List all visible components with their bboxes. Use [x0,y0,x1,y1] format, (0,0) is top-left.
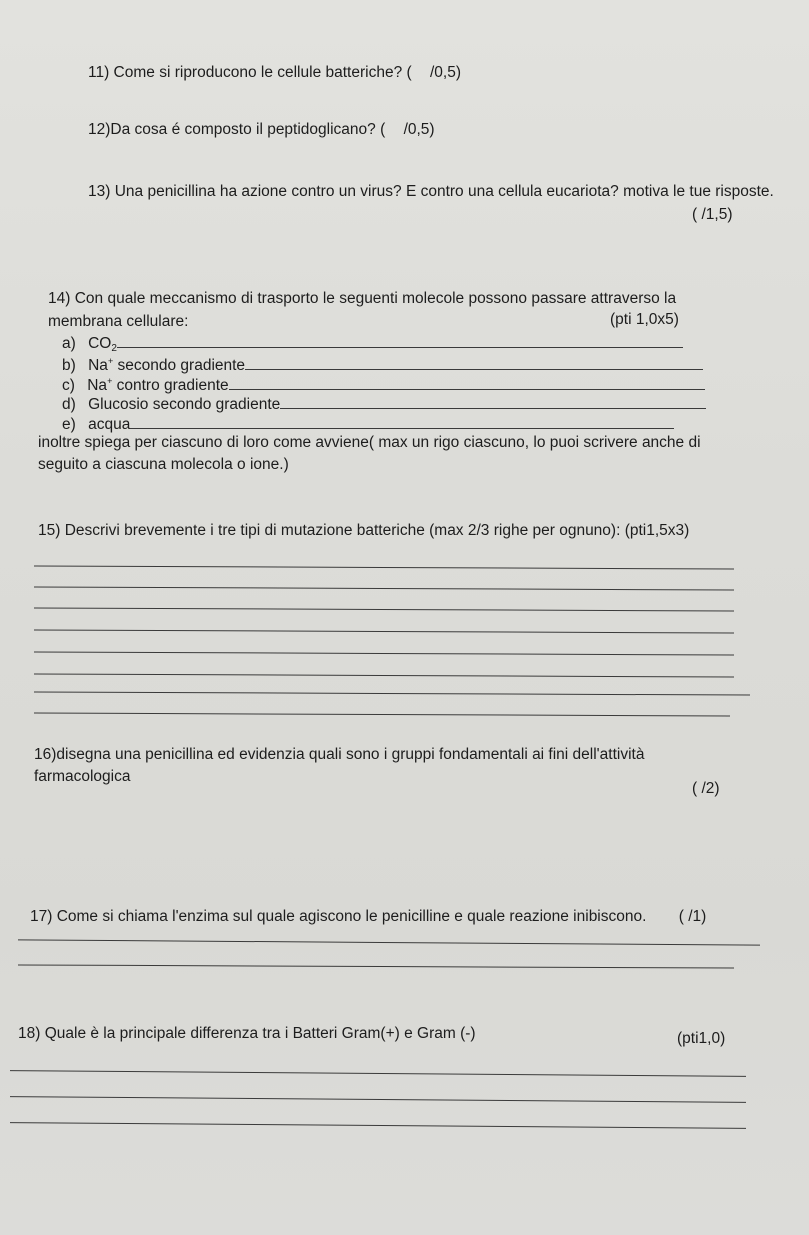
question-11-text: 11) Come si riproducono le cellule batteriche? ( [88,64,412,81]
answer-blank-b[interactable] [245,357,703,370]
question-16-line2: farmacologica [34,768,131,785]
answer-blank-a[interactable] [117,335,683,348]
answer-line[interactable] [34,629,734,633]
answer-line[interactable] [34,565,734,569]
answer-line[interactable] [34,712,730,716]
question-14-note2: seguito a ciascuna molecola o ione.) [38,456,289,473]
answer-line[interactable] [34,586,734,590]
question-14-item-d: d) Glucosio secondo gradiente [62,396,706,414]
answer-line[interactable] [34,607,734,611]
answer-line[interactable] [10,1070,746,1077]
question-14-item-b: b) Na+ secondo gradiente [62,356,703,375]
question-11-points: /0,5) [429,64,461,81]
question-14-item-e: e) acqua [62,416,674,434]
question-12-points: /0,5) [403,121,435,138]
question-13-points: ( /1,5) [692,206,733,223]
question-13-text: 13) Una penicillina ha azione contro un virus? E contro una cellula eucariota? motiva le tue risposte. [88,183,774,200]
answer-blank-c[interactable] [229,377,705,390]
answer-blank-e[interactable] [130,416,674,429]
question-14-line2: membrana cellulare: [48,313,189,330]
answer-line[interactable] [10,1122,746,1129]
answer-blank-d[interactable] [280,396,706,409]
question-15-text: 15) Descrivi brevemente i tre tipi di mutazione batteriche (max 2/3 righe per ognuno): (pti1,5x3) [38,522,690,539]
answer-line[interactable] [10,1096,746,1103]
question-14-item-c: c) Na+ contro gradiente [62,376,705,395]
answer-line[interactable] [34,651,734,655]
question-17-text: 17) Come si chiama l'enzima sul quale agiscono le penicilline e quale reazione inibiscono. [30,908,647,925]
answer-line[interactable] [18,939,760,945]
question-16-points: ( /2) [692,780,720,797]
question-18-points: (pti1,0) [677,1030,726,1047]
question-14-note1: inoltre spiega per ciascuno di loro come avviene( max un rigo ciascuno, lo puoi scrivere anche di [38,434,701,451]
answer-line[interactable] [34,673,734,677]
question-12-text: 12)Da cosa é composto il peptidoglicano? ( [88,121,386,138]
answer-line[interactable] [34,691,750,695]
answer-line[interactable] [18,964,734,968]
question-17 [30,908,706,926]
question-14-points: (pti 1,0x5) [610,311,679,328]
question-12 [88,121,435,139]
question-16-line1: 16)disegna una penicillina ed evidenzia quali sono i gruppi fondamentali ai fini dell'attività [34,746,645,763]
question-11 [88,64,461,82]
question-17-points: ( /1) [678,908,707,925]
question-14-line1: 14) Con quale meccanismo di trasporto le seguenti molecole possono passare attraverso la [48,290,677,307]
question-18-text: 18) Quale è la principale differenza tra i Batteri Gram(+) e Gram (-) [18,1025,476,1042]
question-14-item-a: a) $CO_2$ [62,335,683,354]
